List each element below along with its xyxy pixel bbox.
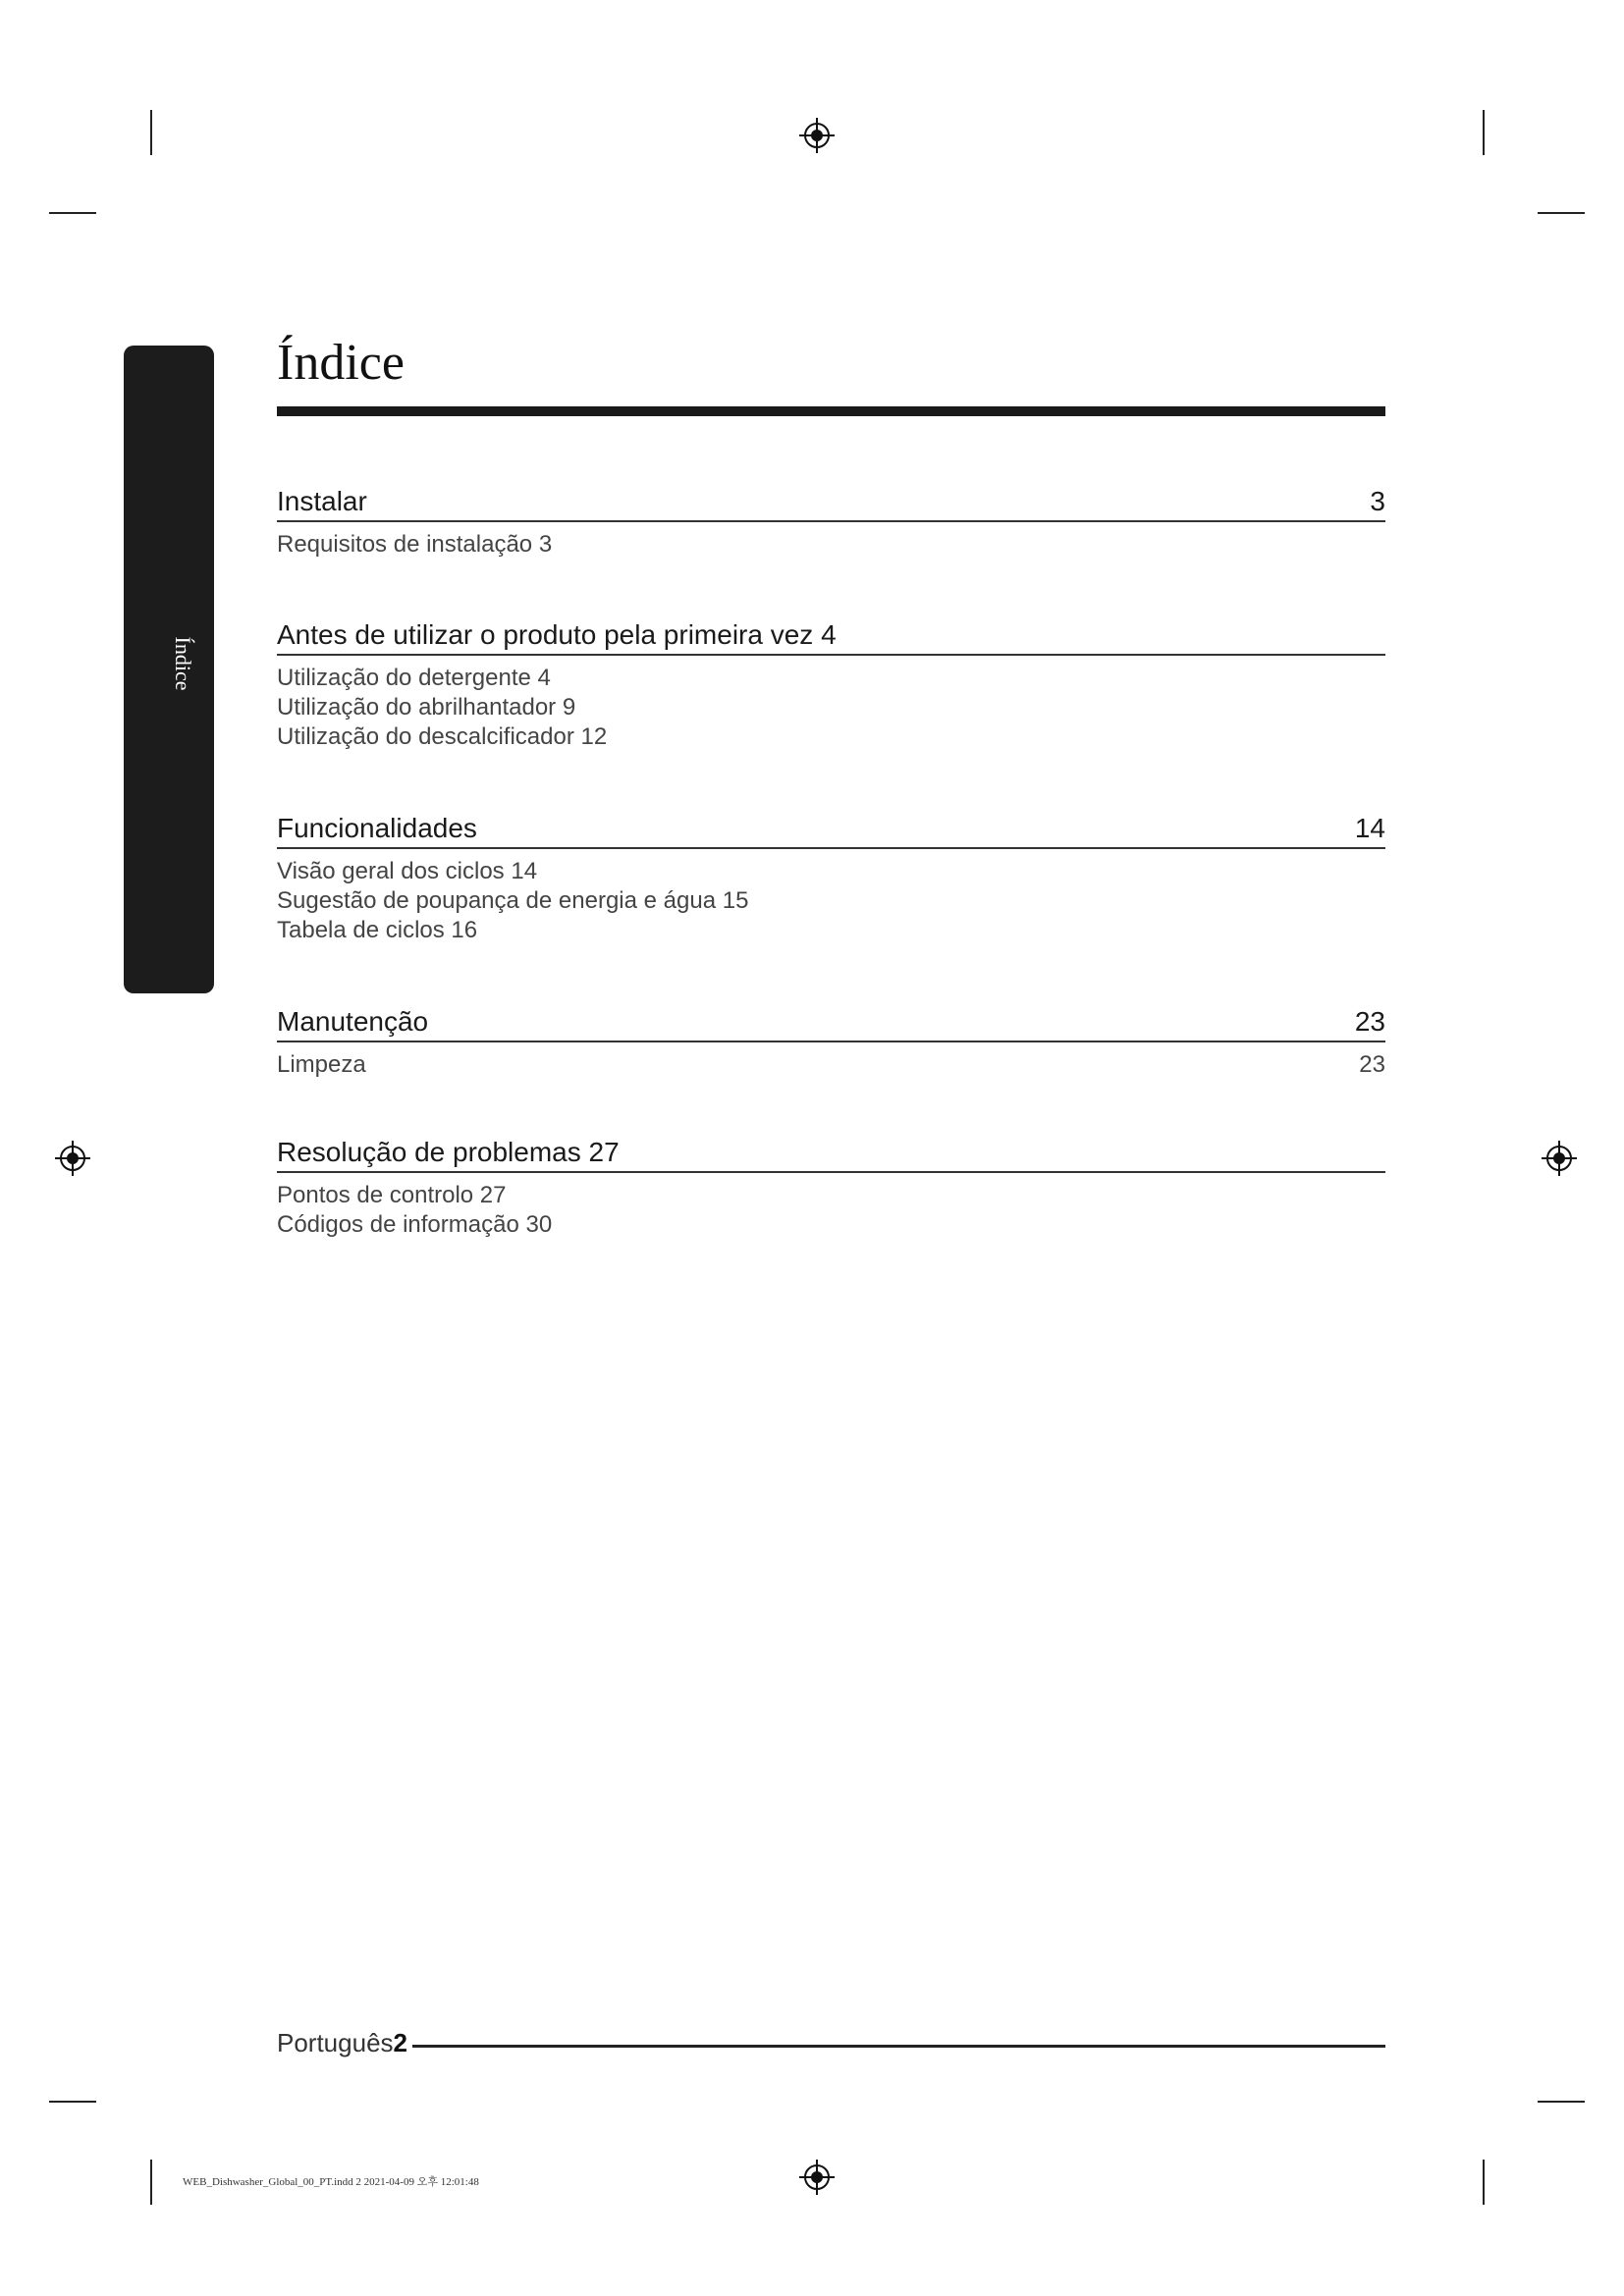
section-title: Funcionalidades [277, 813, 477, 843]
registration-mark-icon [797, 2158, 837, 2197]
section-title: Resolução de problemas 27 [277, 1137, 620, 1167]
crop-mark [1483, 2160, 1485, 2205]
toc-section-funcionalidades [277, 812, 1385, 945]
toc-section-heading[interactable] [277, 1136, 1385, 1173]
page-footer [277, 2028, 407, 2058]
entry-label: Limpeza [277, 1051, 366, 1078]
entry-label: Visão geral dos ciclos 14 [277, 858, 538, 884]
toc-section-resolucao-de-problemas [277, 1136, 1385, 1240]
section-title: Instalar [277, 486, 367, 516]
entry-label: Utilização do detergente 4 [277, 665, 551, 691]
entry-label: Códigos de informação 30 [277, 1211, 553, 1238]
footer-page-number: 2 [393, 2028, 407, 2057]
crop-mark [150, 110, 152, 155]
toc-section-antes-de-utilizar [277, 618, 1385, 752]
toc-entry[interactable] [277, 1050, 1385, 1080]
entry-label: Utilização do abrilhantador 9 [277, 694, 576, 721]
section-page-number: 23 [1354, 1006, 1385, 1037]
entry-label: Pontos de controlo 27 [277, 1182, 507, 1208]
toc-entry[interactable] [277, 1181, 1385, 1210]
registration-mark-icon [53, 1139, 92, 1178]
toc-entry[interactable] [277, 916, 1385, 945]
crop-mark [49, 212, 96, 214]
side-tab-label: Índice [171, 636, 195, 691]
toc-section-heading[interactable] [277, 1005, 1385, 1042]
toc-entry[interactable] [277, 693, 1385, 722]
print-slug: WEB_Dishwasher_Global_00_PT.indd 2 2021-04-09 오후 12:01:48 [183, 2176, 479, 2188]
registration-mark-icon [797, 116, 837, 155]
toc-entry[interactable] [277, 857, 1385, 886]
footer-rule [412, 2045, 1385, 2048]
toc-entry[interactable] [277, 530, 1385, 560]
crop-mark [49, 2101, 96, 2103]
toc-entry[interactable] [277, 886, 1385, 916]
toc-section-heading[interactable] [277, 618, 1385, 656]
section-page-number: 3 [1370, 486, 1385, 516]
toc-entry[interactable] [277, 664, 1385, 693]
entry-page-number: 23 [1359, 1051, 1385, 1078]
toc-entry[interactable] [277, 1210, 1385, 1240]
section-title: Antes de utilizar o produto pela primeira vez 4 [277, 619, 837, 650]
crop-mark [1483, 110, 1485, 155]
crop-mark [150, 2160, 152, 2205]
side-tab [124, 346, 214, 993]
toc-section-heading[interactable] [277, 812, 1385, 849]
entry-label: Utilização do descalcificador 12 [277, 723, 608, 750]
section-page-number: 14 [1354, 813, 1385, 843]
title-rule [277, 406, 1385, 416]
registration-mark-icon [1540, 1139, 1579, 1178]
entry-label: Tabela de ciclos 16 [277, 917, 478, 943]
crop-mark [1538, 212, 1585, 214]
toc-section-heading[interactable] [277, 485, 1385, 522]
toc-entry[interactable] [277, 722, 1385, 752]
footer-language: Português [277, 2028, 394, 2057]
page-title: Índice [277, 335, 405, 391]
section-title: Manutenção [277, 1006, 429, 1037]
toc-section-instalar [277, 485, 1385, 560]
toc-section-manutencao [277, 1005, 1385, 1080]
entry-label: Sugestão de poupança de energia e água 15 [277, 887, 749, 914]
entry-label: Requisitos de instalação 3 [277, 531, 553, 558]
crop-mark [1538, 2101, 1585, 2103]
